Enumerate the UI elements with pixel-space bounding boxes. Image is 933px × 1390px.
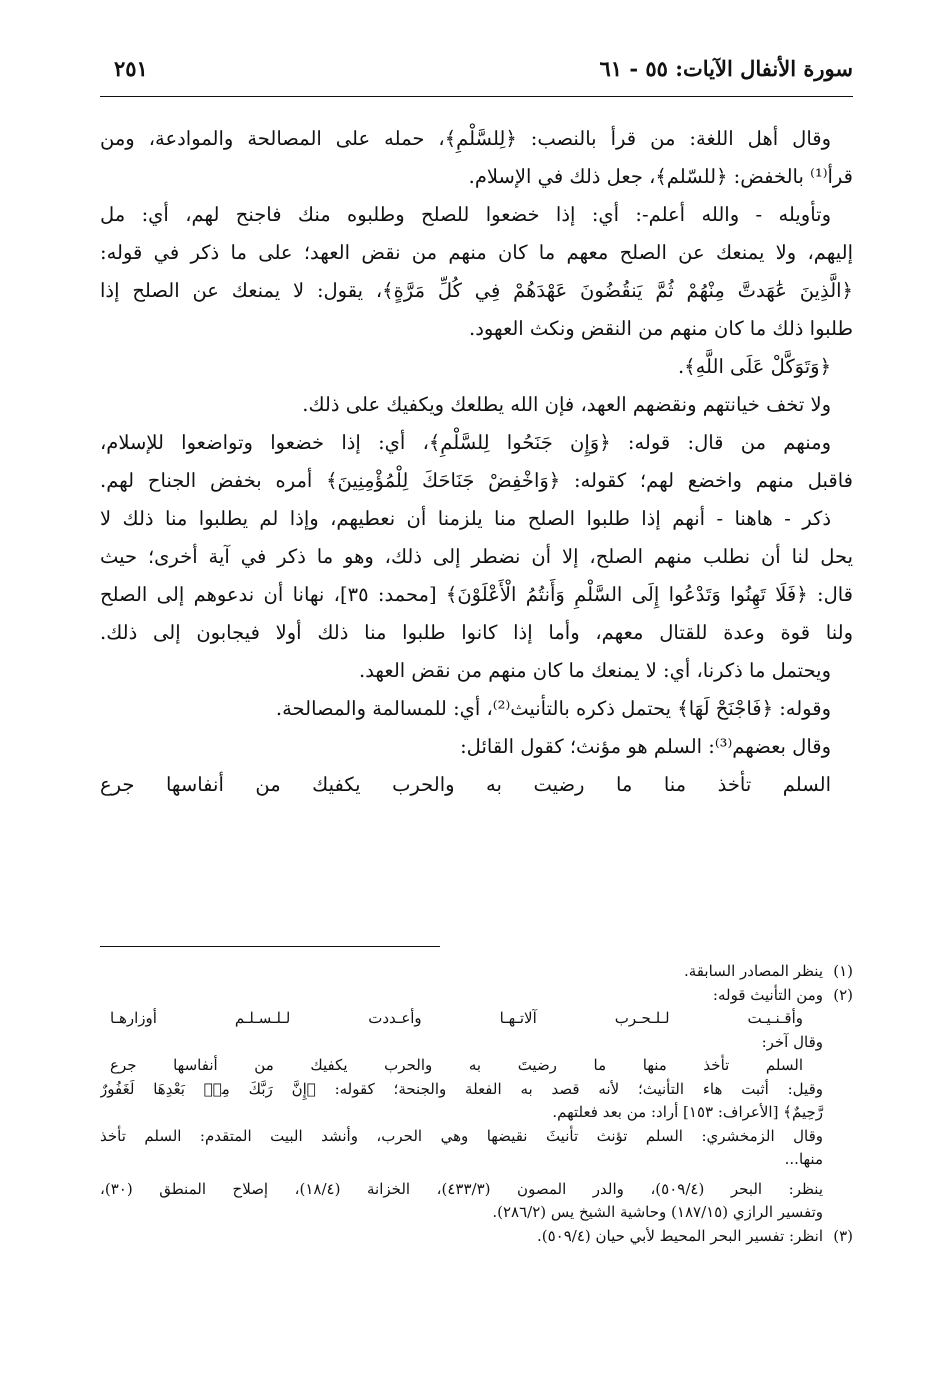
footnote-separator <box>100 946 440 947</box>
footnote-line: رَّحِيمٌ﴾ [الأعراف: ١٥٣] أراد: من بعد فعلتهم. <box>552 1103 823 1121</box>
text-line: وقال أهل اللغة: من قرأ بالنصب: ﴿لِلسَّلْمِ﴾، حمله على المصالحة والموادعة، ومن <box>100 127 831 150</box>
main-text <box>100 120 853 804</box>
footnote-text: ومن التأنيث قوله: <box>712 985 823 1004</box>
text-line: طلبوا ذلك ما كان منهم من النقض ونكث العهود. <box>469 317 853 340</box>
text-line: إليهم، ولا يمنعك عن الصلح معهم ما كان منهم من نقض العهد؛ على ما ذكر في قوله: <box>100 241 853 264</box>
text-line: ﴿الَّذِينَ عَٰهَدتَّ مِنْهُمْ ثُمَّ يَنقُضُونَ عَهْدَهُمْ فِي كُلِّ مَرَّةٍ﴾، يقول: لا يمنعك عن الصلح إذا <box>100 279 853 302</box>
running-header <box>100 48 853 92</box>
book-page <box>100 48 853 1348</box>
text-line: وقوله: ﴿فَاجْنَحْ لَهَا﴾ يحتمل ذكره بالتأنيث⁽²⁾، أي: للمسالمة والمصالحة. <box>275 697 831 720</box>
footnote-number: (١) <box>833 962 853 980</box>
text-line: ﴿وَتَوَكَّلْ عَلَى اللَّهِ﴾. <box>677 355 831 378</box>
text-line: ويحتمل ما ذكرنا، أي: لا يمنعك ما كان منهم من نقض العهد. <box>359 659 831 682</box>
text-line: السلم تأخذ منا ما رضيت به والحرب يكفيك من أنفاسها جرع <box>100 773 831 796</box>
footnotes <box>100 960 853 1248</box>
text-line: قرأ⁽¹⁾ بالخفض: ﴿للسّلم﴾، جعل ذلك في الإسلام. <box>468 165 853 188</box>
footnote-line: وقال آخر: <box>761 1032 823 1051</box>
text-line: وقال بعضهم⁽³⁾: السلم هو مؤنث؛ كقول القائل: <box>460 735 831 758</box>
footnote-line: السلم تأخذ منها ما رضيتَ به والحرب يكفيك من أنفاسها جرع <box>110 1056 803 1074</box>
footnote-text: ينظر المصادر السابقة. <box>684 962 823 980</box>
text-line: فاقبل منهم واخضع لهم؛ كقوله: ﴿وَاخْفِضْ جَنَاحَكَ لِلْمُؤْمِنِينَ﴾ أمره بخفض الجناح لهم. <box>100 469 853 492</box>
text-line: قال: ﴿فَلَا تَهِنُوا وَتَدْعُوا إِلَى السَّلْمِ وَأَنتُمُ الْأَعْلَوْنَ﴾ [محمد: ٣٥]، نهانا أن ندعوهم إلى الصلح <box>100 583 853 606</box>
footnote-line <box>100 960 853 984</box>
text-line: يحل لنا أن نطلب منهم الصلح، إلا أن نضطر إلى ذلك، وهو ما ذكر في آية أخرى؛ حيث <box>100 545 853 568</box>
footnote-number: (٢) <box>833 985 853 1004</box>
footnote-line: وقيل: أثبت هاء التأنيث؛ لأنه قصد به الفعلة والجنحة؛ كقوله: ﴿إِنَّ رَبَّكَ مِنۢ بَعْدِهَا لَغَفُورٌ <box>100 1079 823 1098</box>
footnote-text: انظر: تفسير البحر المحيط لأبي حيان (٥٠٩/٤). <box>537 1226 823 1245</box>
header-rule <box>100 96 853 97</box>
text-line: ولنا قوة وعدة للقتال معهم، وأما إذا كانوا طلبوا منا ذلك أولا فيجابون إلى ذلك. <box>100 621 853 644</box>
footnote-line: منها... <box>784 1150 823 1168</box>
footnote-line <box>100 1225 853 1249</box>
footnote-line: وتفسير الرازي (١٨٧/١٥) وحاشية الشيخ يس (٢٨٦/٢). <box>492 1203 823 1221</box>
text-line: وتأويله - والله أعلم-: أي: إذا خضعوا للصلح وطلبوه منك فاجنح لهم، أي: مل <box>100 203 831 226</box>
footnote-line: وأقـنـيـت لـلـحـرب آلاتـهـا وأعـددت لـلـسـلـم أوزارهـا <box>110 1009 803 1027</box>
footnote-number: (٣) <box>833 1226 853 1245</box>
footnote-line: ينظر: البحر (٥٠٩/٤)، والدر المصون (٤٣٣/٣)، الخزانة (١٨/٤)، إصلاح المنطق (٣٠)، <box>100 1179 823 1198</box>
text-line: ذكر - هاهنا - أنهم إذا طلبوا الصلح منا يلزمنا أن نعطيهم، وإذا لم يطلبوا منا ذلك لا <box>100 507 831 530</box>
footnote-line <box>100 984 853 1008</box>
footnote-line: وقال الزمخشري: السلم تؤنث تأنيثَ نقيضها وهي الحرب، وأنشد البيت المتقدم: السلم تأخذ <box>100 1126 823 1145</box>
running-title: سورة الأنفال الآيات: ٥٥ - ٦١ <box>599 56 853 81</box>
page-number: ٢٥١ <box>114 56 148 81</box>
text-line: ولا تخف خيانتهم ونقضهم العهد، فإن الله يطلعك ويكفيك على ذلك. <box>302 393 831 416</box>
text-line: ومنهم من قال: قوله: ﴿وَإِن جَنَحُوا لِلسَّلْمِ﴾، أي: إذا خضعوا وتواضعوا للإسلام، <box>100 431 831 454</box>
